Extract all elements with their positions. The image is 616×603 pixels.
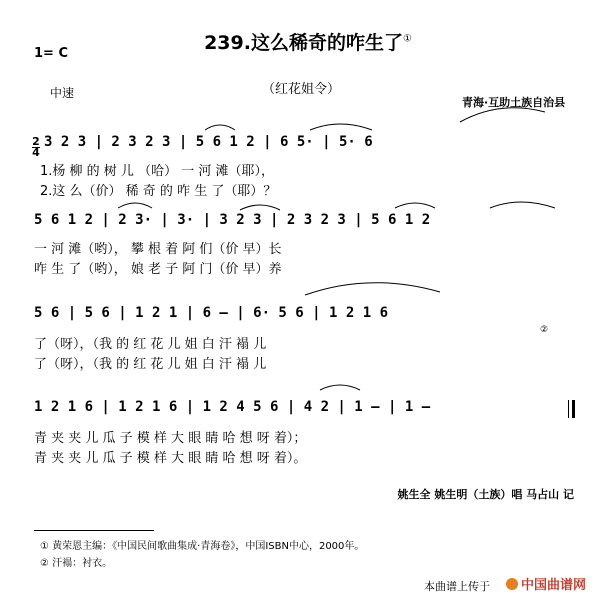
tune-name: （红花姐令） [262, 82, 341, 97]
footnote-2: ② 汗褟：衬衣。 [40, 558, 113, 569]
lyrics-line-1b: 2.这 么（价） 稀 奇 的 咋 生 了（耶）？ [40, 184, 277, 199]
notation-line-2: 5 6 1 2 | 2 3· | 3· | 3 2 3 | 2 3 2 3 | 5 6 1 2 [34, 212, 431, 228]
notation-line-1: 3 2 3 | 2 3 2 3 | 5 6 1 2 | 6 5· | 5· 6 [44, 134, 373, 150]
lyrics-line-4a: 青 夹 夹 儿 瓜 子 模 样 大 眼 睛 哈 想 呀 着）； [34, 431, 307, 446]
lyrics-line-2a: 一 河 滩（哟）， 攀 根 着 阿 们（价 早）长 [34, 242, 282, 257]
footnote-1: ① 黄荣恩主编：《中国民间歌曲集成·青海卷》，中国ISBN中心，2000年。 [40, 541, 365, 552]
upload-note: 本曲谱上传于 [424, 580, 490, 593]
region-label: 青海·互助土族自治县 [462, 96, 566, 109]
credit-line: 姚生全 姚生明（土族）唱 马占山 记 [397, 488, 574, 501]
site-logo[interactable]: 中国曲谱网 [506, 574, 586, 593]
notation-line-4: 1 2 1 6 | 1 2 1 6 | 1 2 4 5 6 | 4 2 | 1 — | 1 — [34, 399, 431, 415]
lyrics-line-3a: 了（呀），（我 的 红 花 儿 姐 白 汗 褟 儿 [34, 337, 267, 352]
time-signature: 2 4 [32, 135, 40, 159]
notation-line-3: 5 6 | 5 6 | 1 2 1 | 6 — | 6· 5 6 | 1 2 1 6 [34, 305, 389, 321]
lyrics-line-2b: 咋 生 了（哟）， 娘 老 子 阿 门（价 早）养 [34, 262, 282, 277]
logo-icon [506, 578, 518, 590]
key-signature: 1= C [34, 46, 69, 61]
tempo-marking: 中速 [50, 86, 75, 100]
footnote-mark-2: ② [540, 325, 549, 335]
lyrics-line-3b: 了（呀），（我 的 红 花 儿 姐 白 汗 褟 儿 [34, 357, 267, 372]
lyrics-line-1a: 1.杨 柳 的 树 儿 （哈） 一 河 滩（耶）， [40, 164, 274, 179]
song-title: 239.这么稀奇的咋生了① [204, 32, 412, 54]
footnote-divider [34, 530, 154, 531]
lyrics-line-4b: 青 夹 夹 儿 瓜 子 模 样 大 眼 睛 哈 想 呀 着）。 [34, 451, 307, 466]
